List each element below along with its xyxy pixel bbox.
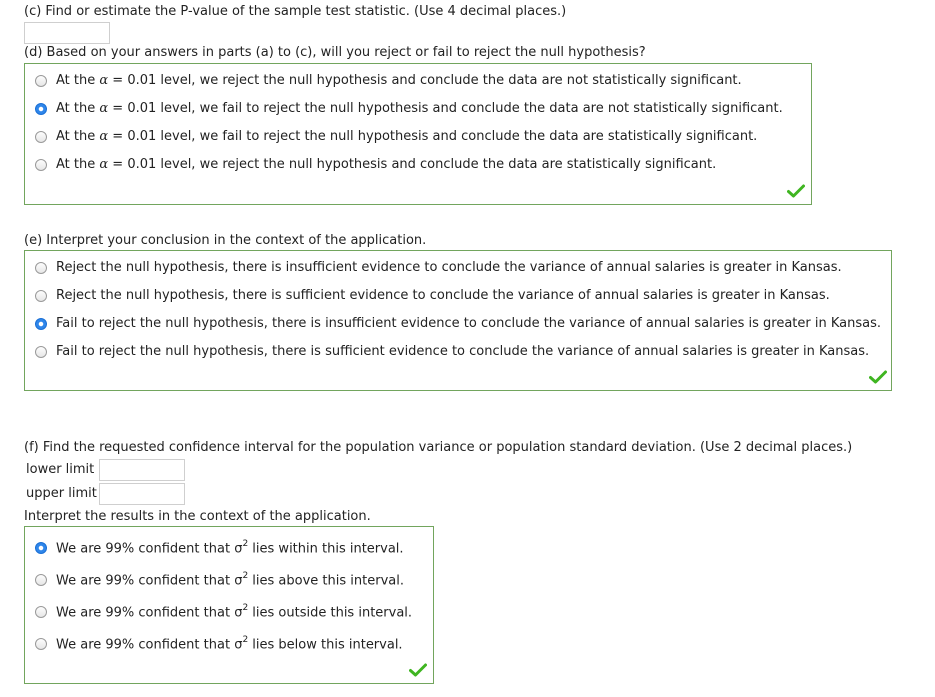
part-f-option[interactable] [35, 572, 404, 588]
radio-button-selected[interactable] [35, 318, 47, 330]
radio-button[interactable] [35, 159, 47, 171]
p-value-input[interactable] [24, 22, 110, 44]
radio-button[interactable] [35, 574, 47, 586]
radio-button[interactable] [35, 290, 47, 302]
radio-button[interactable] [35, 262, 47, 274]
lower-limit-input[interactable] [99, 459, 185, 481]
option-label: Fail to reject the null hypothesis, there is sufficient evidence to conclude the variance of annual salaries is greater in Kansas. [56, 344, 870, 359]
part-d-question: (d) Based on your answers in parts (a) to (c), will you reject or fail to reject the null hypothesis? [24, 45, 646, 60]
checkmark-icon [787, 184, 805, 198]
part-f-option[interactable] [35, 636, 403, 652]
part-d-option[interactable] [35, 73, 742, 88]
part-e-option[interactable] [35, 260, 842, 275]
option-label: At the α = 0.01 level, we reject the null hypothesis and conclude the data are not statistically significant. [56, 73, 742, 88]
option-label: Reject the null hypothesis, there is sufficient evidence to conclude the variance of annual salaries is greater in Kansas. [56, 288, 830, 303]
option-label: We are 99% confident that $\sigma^2$ lies outside this interval. [56, 603, 413, 621]
part-e-option[interactable] [35, 316, 881, 331]
upper-limit-input[interactable] [99, 483, 185, 505]
option-label: At the α = 0.01 level, we reject the null hypothesis and conclude the data are statistically significant. [56, 157, 717, 172]
part-f-option[interactable] [35, 540, 404, 556]
part-d-option[interactable] [35, 129, 757, 144]
option-label: At the α = 0.01 level, we fail to reject the null hypothesis and conclude the data are statistically significant. [56, 129, 758, 144]
lower-limit-label: lower limit [26, 462, 95, 477]
part-e-option[interactable] [35, 288, 830, 303]
checkmark-icon [869, 370, 887, 384]
part-f-option[interactable] [35, 604, 412, 620]
radio-button[interactable] [35, 346, 47, 358]
radio-button-selected[interactable] [35, 542, 47, 554]
part-f-answer-box [24, 526, 434, 684]
option-label: We are 99% confident that $\sigma^2$ lies within this interval. [56, 539, 404, 557]
option-label: We are 99% confident that $\sigma^2$ lies above this interval. [56, 571, 404, 589]
part-f-question: (f) Find the requested confidence interval for the population variance or population standard deviation. (Use 2 decimal places.) [24, 440, 853, 455]
part-e-answer-box [24, 250, 892, 391]
option-label: Reject the null hypothesis, there is insufficient evidence to conclude the variance of annual salaries is greater in Kansas. [56, 260, 842, 275]
interpret-label: Interpret the results in the context of the application. [24, 509, 371, 524]
part-d-option[interactable] [35, 101, 783, 116]
part-c-question: (c) Find or estimate the P-value of the sample test statistic. (Use 4 decimal places.) [24, 4, 567, 19]
part-d-answer-box [24, 63, 812, 205]
radio-button[interactable] [35, 75, 47, 87]
radio-button[interactable] [35, 638, 47, 650]
part-e-option[interactable] [35, 344, 869, 359]
radio-button-selected[interactable] [35, 103, 47, 115]
upper-limit-label: upper limit [26, 486, 97, 501]
radio-button[interactable] [35, 606, 47, 618]
option-label: Fail to reject the null hypothesis, there is insufficient evidence to conclude the variance of annual salaries is greater in Kansas. [56, 316, 881, 331]
radio-button[interactable] [35, 131, 47, 143]
part-d-option[interactable] [35, 157, 716, 172]
option-label: At the α = 0.01 level, we fail to reject the null hypothesis and conclude the data are not statistically significant. [56, 101, 783, 116]
part-e-question: (e) Interpret your conclusion in the context of the application. [24, 233, 427, 248]
checkmark-icon [409, 663, 427, 677]
option-label: We are 99% confident that $\sigma^2$ lies below this interval. [56, 635, 403, 653]
